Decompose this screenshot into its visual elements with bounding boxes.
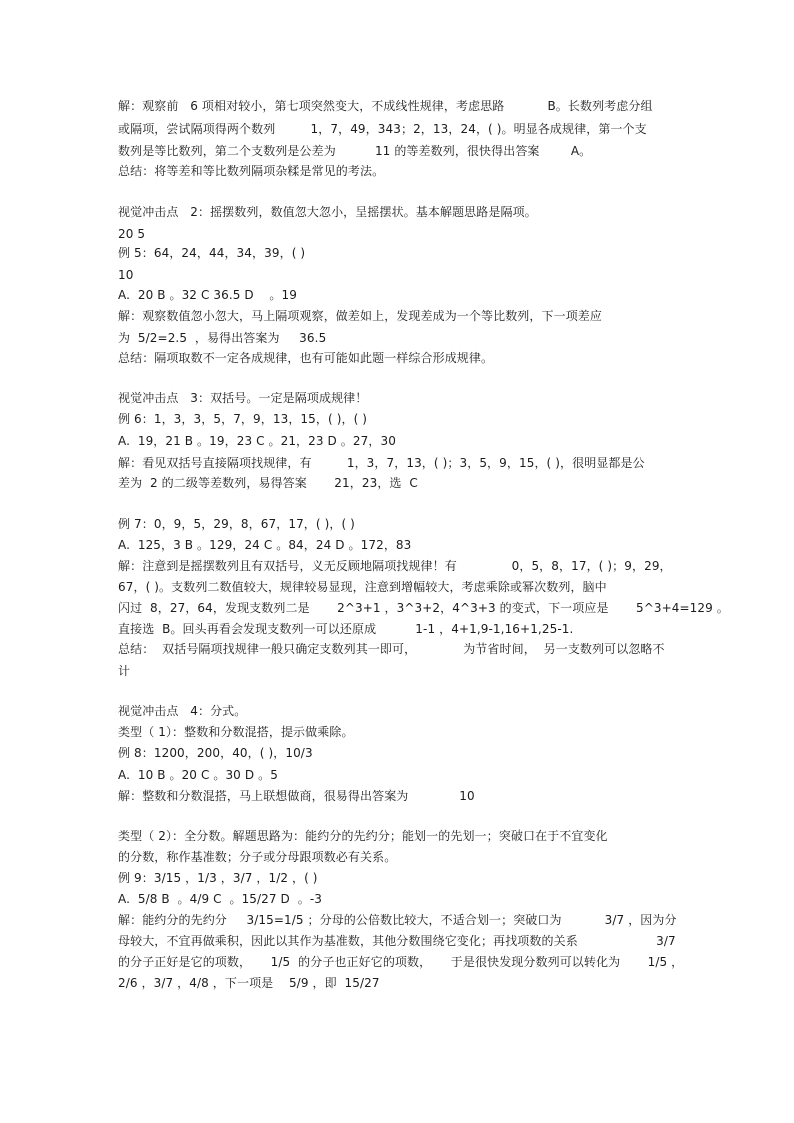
options-line: A. 20 B 。32 C 36.5 D 。19 [118,288,297,302]
text-line: 或隔项，尝试隔项得两个数列 1，7，49，343；2，13，24，( )。明显各成规律，第一个支 [118,122,647,136]
section-heading: 视觉冲击点 2：摇摆数列，数值忽大忽小，呈摇摆状。基本解题思路是隔项。 [118,205,537,219]
text-line: 20 5 [118,227,146,241]
text-line: 差为 2 的二级等差数列，易得答案 21，23，选 C [118,476,418,490]
example-line: 例 5：64，24，44，34，39，( ) [118,246,306,260]
text-line: 解：整数和分数混搭，马上联想做商，很易得出答案为 10 [118,789,475,803]
text-line: 计 [118,664,131,678]
options-line: A. 125，3 B 。129，24 C 。84，24 D 。172，83 [118,538,412,552]
text-line: 为 5/2=2.5 ，易得出答案为 36.5 [118,331,327,345]
text-line: 母较大，不宜再做乘积，因此以其作为基准数，其他分数围绕它变化；再找项数的关系 3/7 [118,934,676,948]
text-line: 解：观察前 6 项相对较小，第七项突然变大，不成线性规律，考虑思路 B。长数列考虑分组 [118,99,653,113]
text-line: 总结：将等差和等比数列隔项杂糅是常见的考法。 [118,164,385,178]
text-line: 直接选 B。回头再看会发现支数列一可以还原成 1-1 ，4+1,9-1,16+1,25-1. [118,622,574,636]
example-line: 例 9：3/15 ，1/3 ，3/7 ，1/2 ，( ) [118,871,318,885]
options-line: A. 19，21 B 。19，23 C 。21，23 D 。27，30 [118,434,396,448]
example-line: 例 8：1200，200，40，( )，10/3 [118,746,313,760]
text-line: 类型（ 2）：全分数。解题思路为：能约分的先约分；能划一的先划一；突破口在于不宜变化 [118,829,608,843]
text-line: 10 [118,268,134,282]
text-line: 2/6 ，3/7 ，4/8 ，下一项是 5/9 ，即 15/27 [118,976,380,990]
options-line: A. 10 B 。20 C 。30 D 。5 [118,768,278,782]
text-line: 的分子正好是它的项数， 1/5 的分子也正好它的项数， 于是很快发现分数列可以转化为 1/5 ， [118,955,684,969]
text-line: 的分数，称作基准数；分子或分母跟项数必有关系。 [118,850,397,864]
text-line: 解：能约分的先约分 3/15=1/5 ；分母的公倍数比较大，不适合划一；突破口为 3/7 ，因为分 [118,913,677,927]
example-line: 例 6：1，3，3，5，7，9，13，15，( )，( ) [118,412,368,426]
example-line: 例 7：0，9，5，29，8，67，17，( )，( ) [118,517,355,531]
text-line: 数列是等比数列，第二个支数列是公差为 11 的等差数列，很快得出答案 A。 [118,144,592,158]
text-line: 解：观察数值忽小忽大，马上隔项观察，做差如上，发现差成为一个等比数列，下一项差应 [118,309,603,323]
text-line: 解：注意到是摇摆数列且有双括号，义无反顾地隔项找规律！有 0，5，8，17，( )；9，29， [118,559,672,573]
section-heading: 视觉冲击点 3：双括号。一定是隔项成规律！ [118,391,368,405]
text-line: 解：看见双括号直接隔项找规律，有 1，3，7，13，( )；3，5，9，15，( )，很明显都是公 [118,456,645,470]
text-line: 67，( )。支数列二数值较大，规律较易显现，注意到增幅较大，考虑乘除或幂次数列，脑中 [118,580,607,594]
section-heading: 视觉冲击点 4：分式。 [118,704,247,718]
text-line: 类型（ 1）：整数和分数混搭，提示做乘除。 [118,725,354,739]
options-line: A. 5/8 B 。4/9 C 。15/27 D 。-3 [118,892,322,906]
text-line: 总结：隔项取数不一定各成规律，也有可能如此题一样综合形成规律。 [118,351,494,365]
text-line: 总结： 双括号隔项找规律一般只确定支数列其一即可， 为节省时间， 另一支数列可以忽略不 [118,642,665,656]
text-line: 闪过 8，27，64，发现支数列二是 2^3+1 ，3^3+2，4^3+3 的变式，下一项应是 5^3+4=129 。 [118,601,729,615]
